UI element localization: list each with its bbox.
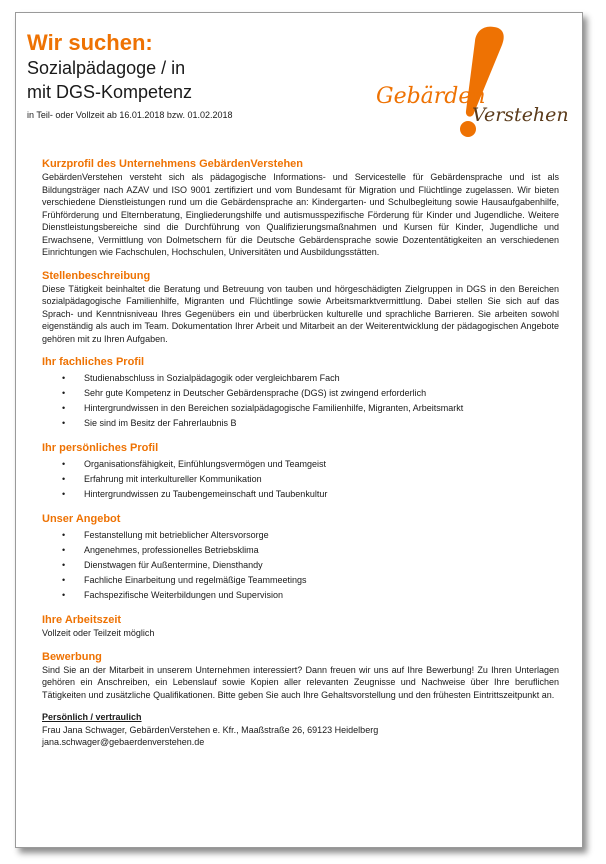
section-bewerbung [42, 650, 559, 702]
section-arbeitszeit [42, 613, 559, 640]
list-item: • Fachspezifische Weiterbildungen und Supervision [42, 588, 559, 603]
contact-title: Persönlich / vertraulich [42, 712, 142, 722]
list-item: • Hintergrundwissen zu Taubengemeinschaft und Taubenkultur [42, 487, 559, 502]
logo-text-verstehen: Verstehen [472, 104, 569, 126]
kurzprofil-heading: Kurzprofil des Unternehmens GebärdenVerstehen [42, 158, 304, 170]
arbeitszeit-body: Vollzeit oder Teilzeit möglich [42, 628, 155, 638]
wir-suchen-heading: Wir suchen: [27, 30, 153, 55]
list-item: • Sie sind im Besitz der Fahrerlaubnis B [42, 416, 559, 431]
section-persoenliches-profil [42, 441, 559, 502]
list-item: • Studienabschluss in Sozialpädagogik oder vergleichbarem Fach [42, 371, 559, 386]
section-kurzprofil [42, 157, 559, 259]
list-item: • Festanstellung mit betrieblicher Altersvorsorge [42, 528, 559, 543]
list-item: • Fachliche Einarbeitung und regelmäßige Teammeetings [42, 573, 559, 588]
job-title-line1: Sozialpädagoge / in [27, 58, 186, 78]
gebaerden-verstehen-logo [372, 21, 580, 143]
bewerbung-body: Sind Sie an der Mitarbeit in unserem Unternehmen interessiert? Dann freuen wir uns auf Ihre Bewerbung! Zu Ihren Unterlagen gehören ein Anschreiben, ein Lebenslauf sowie Kopien aller relevanten Zeugnisse und Nachweise über Ihre beruflichen Tätigkeiten und zusätzliche Qualifikationen. Bitte geben Sie auch Ihre Gehaltsvorstellung und den frühesten Eintrittszeitpunkt an. [42, 664, 559, 700]
job-header [27, 30, 357, 122]
list-item: • Organisationsfähigkeit, Einfühlungsvermögen und Teamgeist [42, 457, 559, 472]
contact-block [42, 711, 559, 749]
logo-text-gebaerden: Gebärden [376, 84, 486, 109]
list-item: • Angenehmes, professionelles Betriebsklima [42, 543, 559, 558]
arbeitszeit-heading: Ihre Arbeitszeit [42, 614, 122, 626]
contact-email[interactable]: jana.schwager@gebaerdenverstehen.de [42, 737, 205, 747]
job-title-line2: mit DGS-Kompetenz [27, 82, 193, 102]
persoenlich-heading: Ihr persönliches Profil [42, 442, 159, 454]
contact-address: Frau Jana Schwager, GebärdenVerstehen e. Kfr., Maaßstraße 26, 69123 Heidelberg [42, 724, 379, 735]
list-item: • Hintergrundwissen in den Bereichen sozialpädagogische Familienhilfe, Migranten, Arbeitsmarkt [42, 401, 559, 416]
stellen-body: Diese Tätigkeit beinhaltet die Beratung und Betreuung von tauben und hörgeschädigten Zielgruppen in DGS in den Bereichen sozialpädagogische Familienhilfe, Migranten und Flüchtlinge sowie Arbeitsmarktvermittlung. Dabei stellen Sie sich auf das Sprach- und Kenntnisniveau Ihres Gegenübers ein und überbrücken kulturelle und sprachliche Barrieren. Sie arbeiten sowohl eigenständig als auch im Team. Dokumentation Ihrer Arbeit und Mitarbeit an der Weiterentwicklung der pädagogischen Angebote gehören mit zu Ihren Aufgaben. [42, 283, 559, 344]
job-start-date: in Teil- oder Vollzeit ab 16.01.2018 bzw. 01.02.2018 [27, 110, 233, 120]
section-stellenbeschreibung [42, 269, 559, 346]
list-item: • Dienstwagen für Außentermine, Diensthandy [42, 558, 559, 573]
list-item: • Sehr gute Kompetenz in Deutscher Gebärdensprache (DGS) ist zwingend erforderlich [42, 386, 559, 401]
angebot-list [42, 528, 559, 603]
fachlich-heading: Ihr fachliches Profil [42, 356, 145, 368]
section-fachliches-profil [42, 355, 559, 431]
list-item: • Erfahrung mit interkultureller Kommunikation [42, 472, 559, 487]
section-unser-angebot [42, 512, 559, 603]
bewerbung-heading: Bewerbung [42, 650, 102, 663]
main-content [42, 157, 559, 749]
fachlich-list [42, 371, 559, 431]
angebot-heading: Unser Angebot [42, 513, 121, 525]
stellen-heading: Stellenbeschreibung [42, 269, 151, 282]
kurzprofil-body: GebärdenVerstehen versteht sich als pädagogische Informations- und Servicestelle für Gebärdensprache und ist als Bildungsträger nach AZAV und ISO 9001 zertifiziert und vom Bundesamt für Migration und Flüchtlinge zugelassen. Wir bieten verschiedene Dienstleistungen rund um die Gebärdensprache an: Kindergarten- und Schulbegleitung sowie Hausaufgabenhilfe, Frühförderung und Elternberatung, Eingliederungshilfe und autismusspezifische Förderung für Kinder und Jugendliche. Weitere Dienstleistungsbereiche sind die Durchführung von Qualifizierungsmaßnahmen und Kursen für Kinder, Jugendliche und Erwachsene, Vermittlung von Dolmetschern für die Deutsche Gebärdensprache sowie Dozententätigkeiten an verschiedenen Einrichtungen wie Fachschulen, Hochschulen, Universitäten und Ausbildungsstätten. [42, 172, 559, 257]
persoenlich-list [42, 457, 559, 502]
